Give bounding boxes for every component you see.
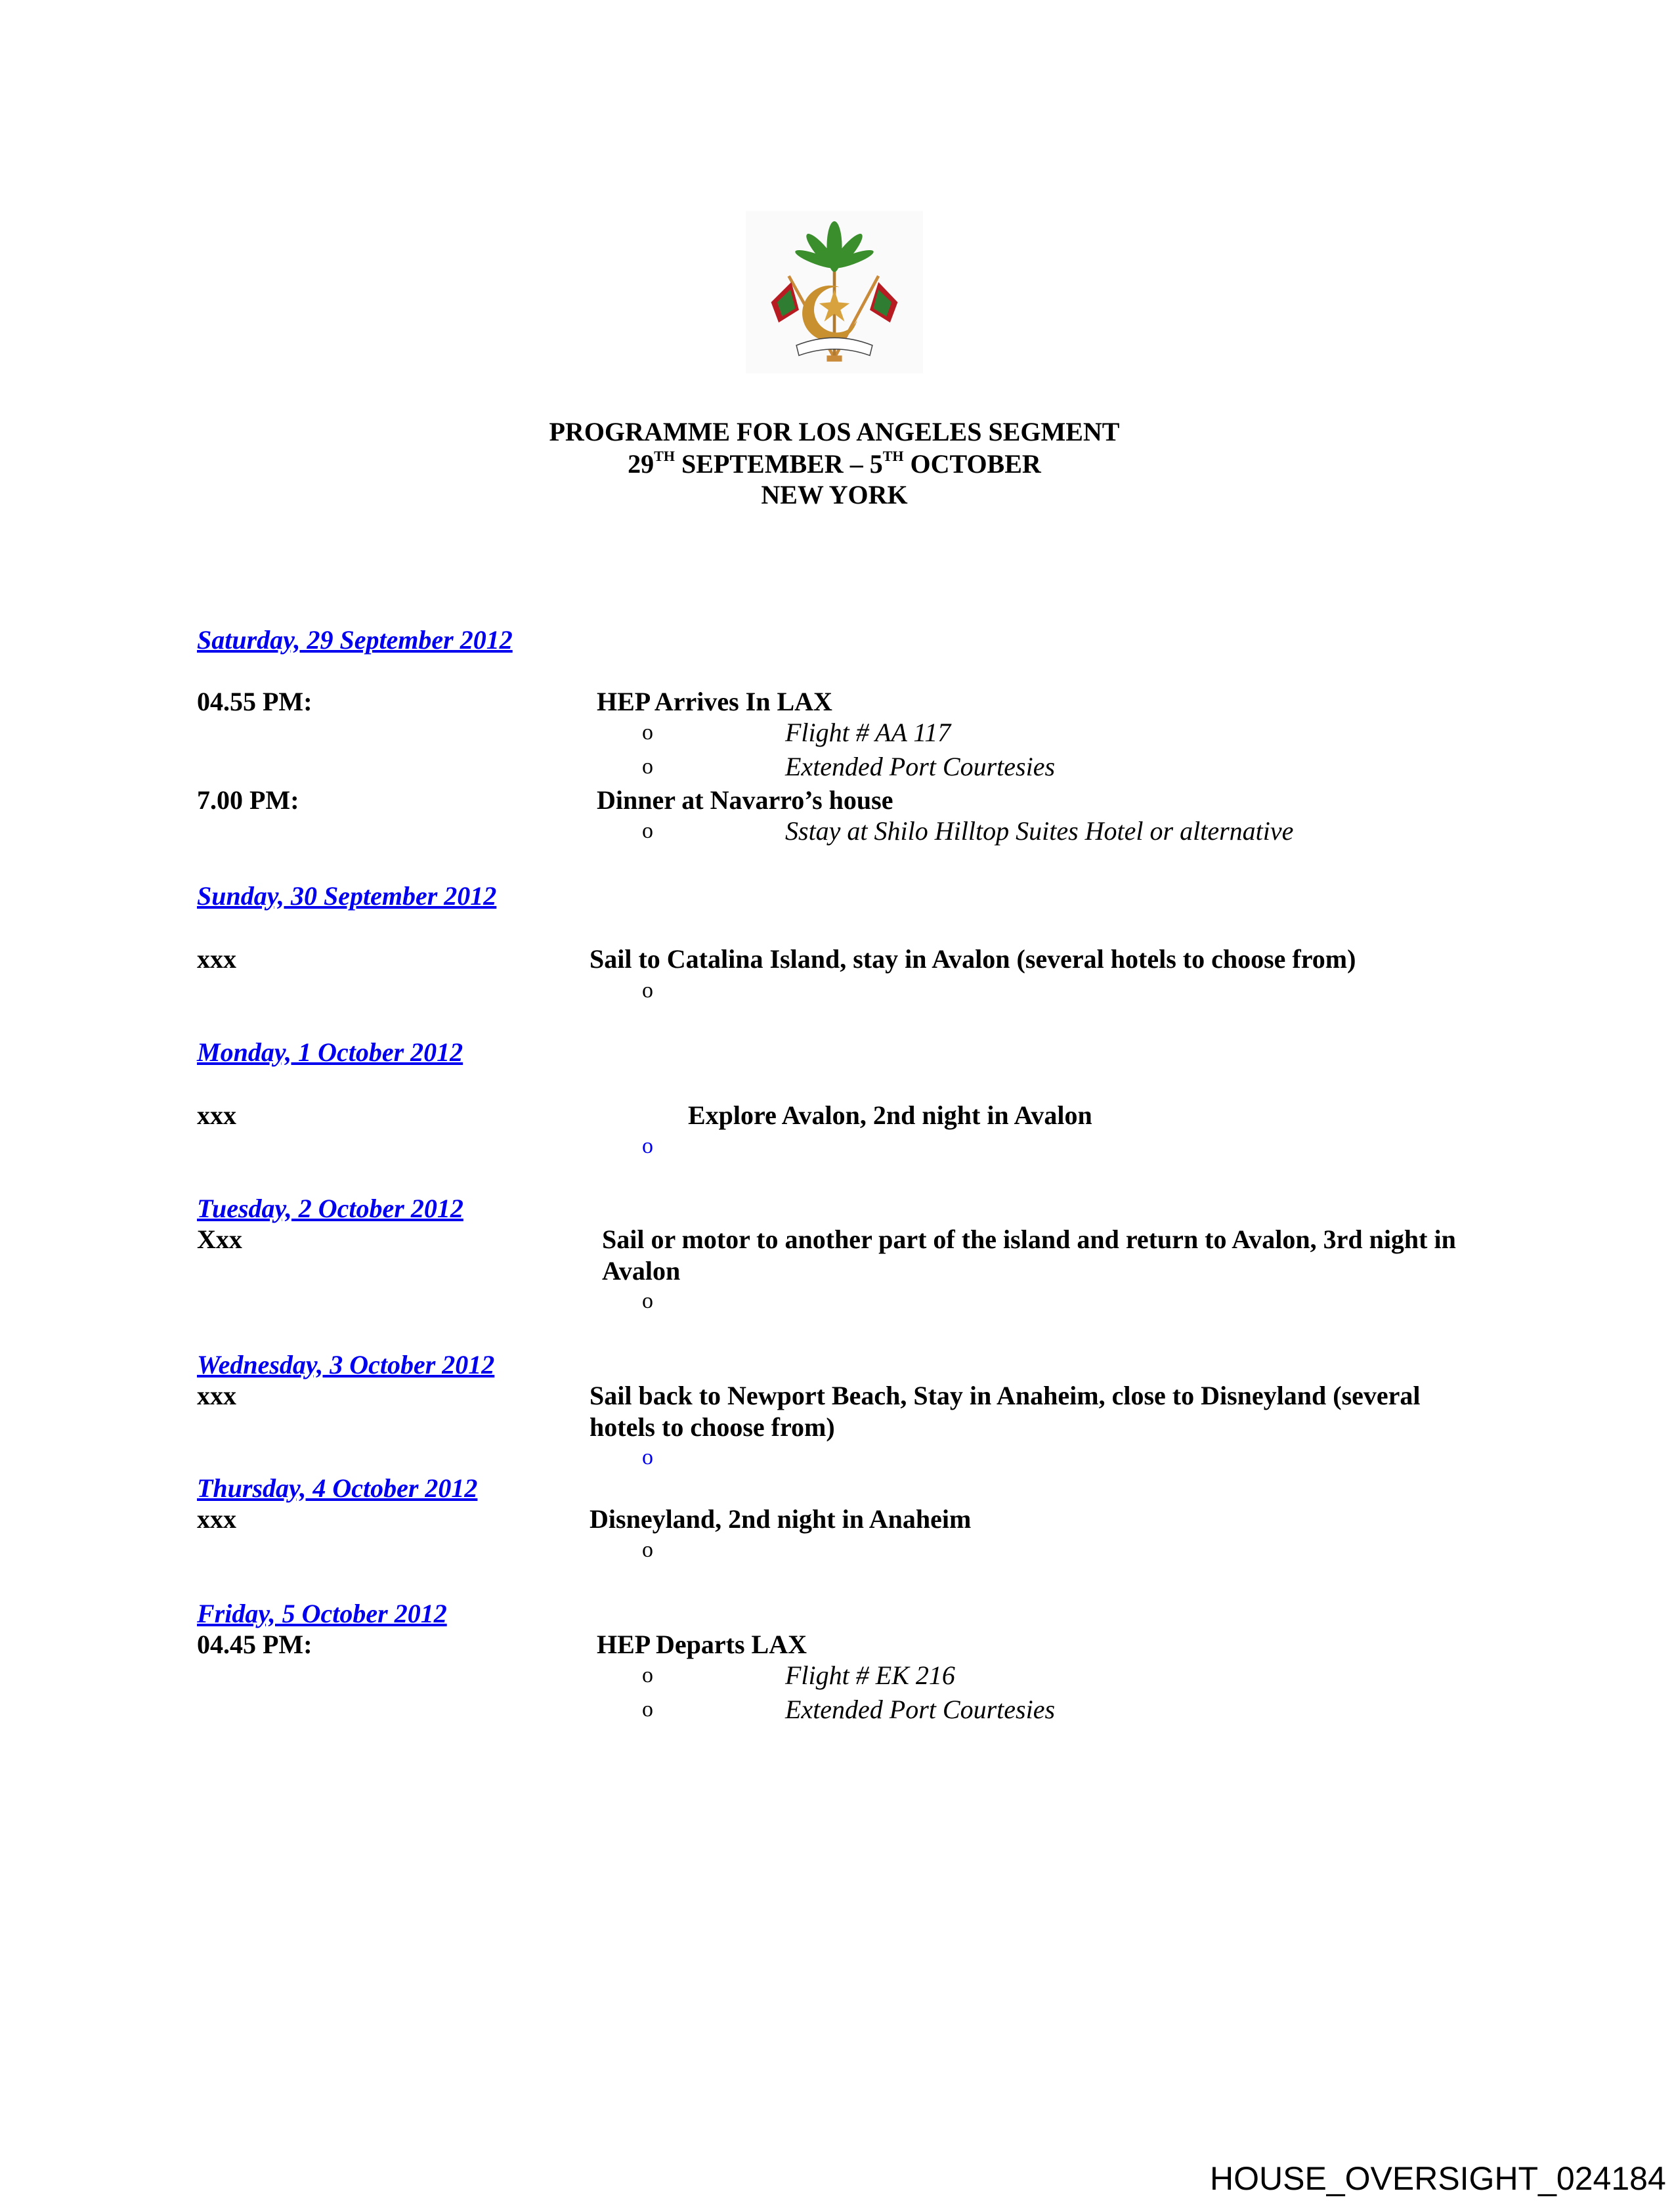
bullet-icon: o — [642, 754, 653, 779]
entry-title: HEP Arrives In LAX — [597, 687, 832, 716]
entry-detail: Extended Port Courtesies — [785, 1695, 1056, 1724]
entry-title: Disneyland, 2nd night in Anaheim — [590, 1504, 972, 1534]
entry-detail: Extended Port Courtesies — [785, 752, 1056, 781]
entry-title: Sail back to Newport Beach, Stay in Anaheim, close to Disneyland (several hotels to choose from) — [590, 1381, 1421, 1442]
date-range-text: SEPTEMBER – 5 — [674, 449, 883, 479]
day-heading-tuesday[interactable]: Tuesday, 2 October 2012 — [197, 1194, 463, 1223]
bullet-icon: o — [642, 1538, 653, 1562]
title-line-1: PROGRAMME FOR LOS ANGELES SEGMENT — [549, 417, 1120, 446]
bullet-icon: o — [642, 1134, 653, 1158]
entry-title: Sail to Catalina Island, stay in Avalon (several hotels to choose from) — [590, 944, 1356, 974]
start-day: 29 — [628, 449, 655, 479]
entry-detail: Sstay at Shilo Hilltop Suites Hotel or alternative — [785, 816, 1294, 846]
maldives-emblem-logo — [746, 197, 923, 387]
entry-time: xxx — [197, 1504, 236, 1534]
title-line-3: NEW YORK — [761, 480, 908, 510]
entry-time: xxx — [197, 1100, 236, 1130]
bullet-icon: o — [642, 1697, 653, 1722]
entry-time: 04.55 PM: — [197, 687, 312, 716]
title-line-2 — [0, 448, 1669, 480]
day-heading-thursday[interactable]: Thursday, 4 October 2012 — [197, 1473, 478, 1503]
bullet-icon: o — [642, 978, 653, 1003]
entry-time: xxx — [197, 944, 236, 974]
entry-title: Explore Avalon, 2nd night in Avalon — [688, 1100, 1092, 1130]
entry-time: 7.00 PM: — [197, 785, 299, 815]
bullet-icon: o — [642, 1289, 653, 1313]
bates-number: HOUSE_OVERSIGHT_024184 — [1210, 2160, 1666, 2197]
day-heading-sunday[interactable]: Sunday, 30 September 2012 — [197, 881, 497, 911]
entry-detail: Flight # EK 216 — [785, 1660, 955, 1690]
entry-detail: Flight # AA 117 — [785, 718, 951, 747]
ordinal-suffix: TH — [654, 448, 675, 464]
entry-title: Sail or motor to another part of the island and return to Avalon, 3rd night in Avalon — [602, 1225, 1456, 1286]
bullet-icon: o — [642, 819, 653, 843]
day-heading-friday[interactable]: Friday, 5 October 2012 — [197, 1599, 447, 1628]
bullet-icon: o — [642, 720, 653, 745]
entry-time: 04.45 PM: — [197, 1630, 312, 1659]
day-heading-saturday[interactable]: Saturday, 29 September 2012 — [197, 625, 513, 655]
bullet-icon: o — [642, 1663, 653, 1687]
day-heading-monday[interactable]: Monday, 1 October 2012 — [197, 1037, 463, 1067]
entry-title: HEP Departs LAX — [597, 1630, 807, 1659]
end-month: OCTOBER — [903, 449, 1041, 479]
ordinal-suffix: TH — [882, 448, 904, 464]
entry-title: Dinner at Navarro’s house — [597, 785, 893, 815]
bullet-icon: o — [642, 1445, 653, 1469]
day-heading-wednesday[interactable]: Wednesday, 3 October 2012 — [197, 1350, 495, 1379]
entry-time: xxx — [197, 1381, 236, 1410]
entry-time: Xxx — [197, 1225, 242, 1254]
